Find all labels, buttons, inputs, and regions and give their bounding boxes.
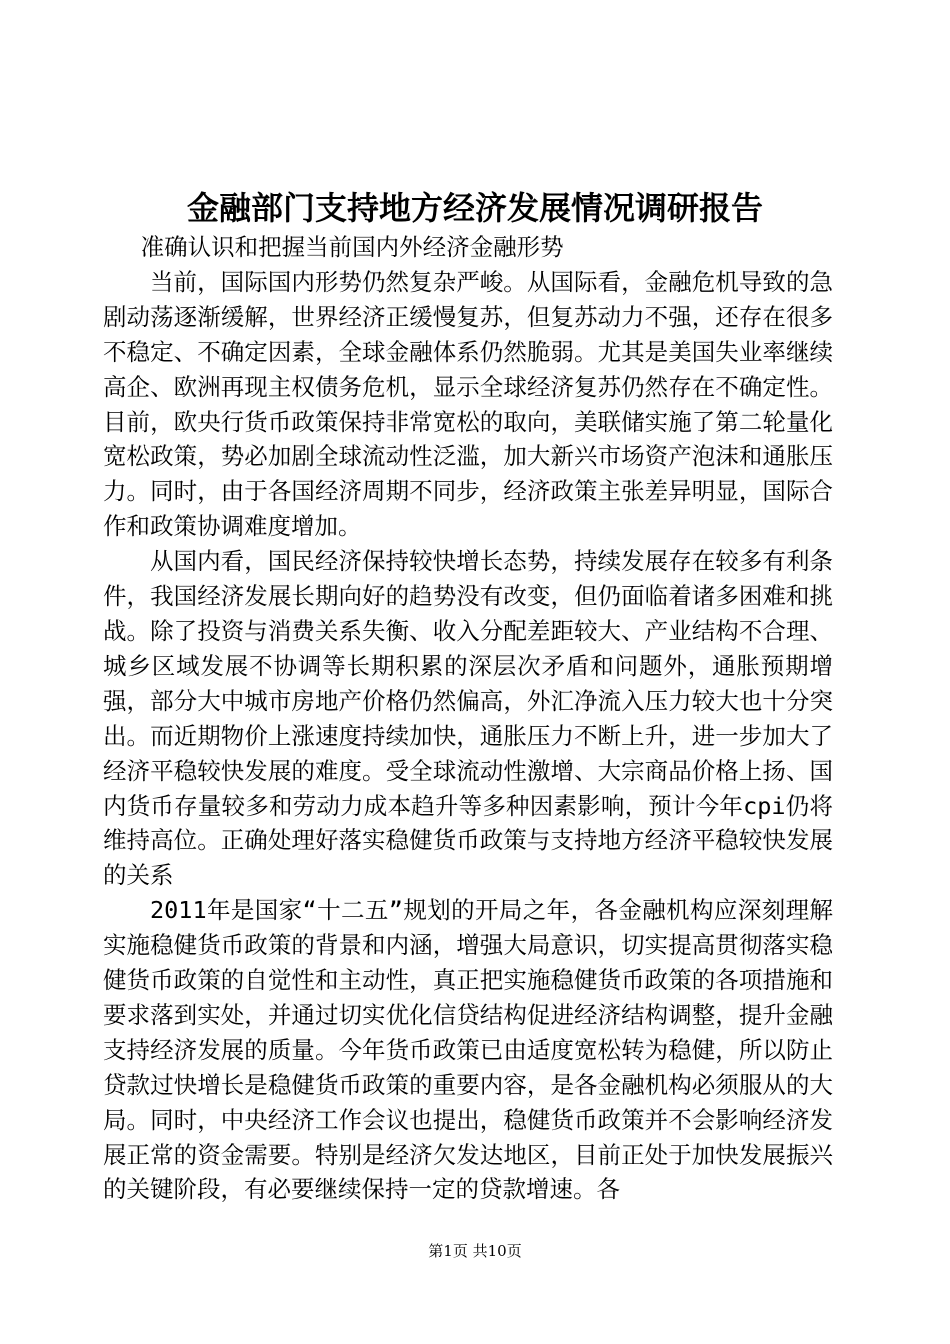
paragraph: 2011年是国家“十二五”规划的开局之年，各金融机构应深刻理解实施稳健货币政策的背景和内涵，增强大局意识，切实提高贯彻落实稳健货币政策的自觉性和主动性，真正把实施稳健货币政策的各项措施和要求落到实处，并通过切实优化信贷结构促进经济结构调整，提升金融支持经济发展的质量。今年货币政策已由适度宽松转为稳健，所以防止贷款过快增长是稳健货币政策的重要内容，是各金融机构必须服从的大局。同时，中央经济工作会议也提出，稳健货币政策并不会影响经济发展正常的资金需要。特别是经济欠发达地区，目前正处于加快发展振兴的关键阶段，有必要继续保持一定的贷款增速。各 [103, 896, 833, 1204]
document-body [103, 230, 833, 1207]
document-title: 金融部门支持地方经济发展情况调研报告 [186, 189, 763, 227]
page-footer: 第1页 共10页 [428, 1242, 522, 1260]
paragraph: 从国内看，国民经济保持较快增长态势，持续发展存在较多有利条件，我国经济发展长期向好的趋势没有改变，但仍面临着诸多困难和挑战。除了投资与消费关系失衡、收入分配差距较大、产业结构不合理、城乡区域发展不协调等长期积累的深层次矛盾和问题外，通胀预期增强，部分大中城市房地产价格仍然偏高，外汇净流入压力较大也十分突出。而近期物价上涨速度持续加快，通胀压力不断上升，进一步加大了经济平稳较快发展的难度。受全球流动性激增、大宗商品价格上扬、国内货币存量较多和劳动力成本趋升等多种因素影响，预计今年cpi仍将维持高位。正确处理好落实稳健货币政策与支持地方经济平稳较快发展的关系 [103, 547, 833, 890]
paragraph: 当前，国际国内形势仍然复杂严峻。从国际看，金融危机导致的急剧动荡逐渐缓解，世界经济正缓慢复苏，但复苏动力不强，还存在很多不稳定、不确定因素，全球金融体系仍然脆弱。尤其是美国失业率继续高企、欧洲再现主权债务危机，显示全球经济复苏仍然存在不确定性。目前，欧央行货币政策保持非常宽松的取向，美联储实施了第二轮量化宽松政策，势必加剧全球流动性泛滥，加大新兴市场资产泡沫和通胀压力。同时，由于各国经济周期不同步，经济政策主张差异明显，国际合作和政策协调难度增加。 [103, 267, 833, 541]
section-heading: 准确认识和把握当前国内外经济金融形势 [140, 233, 564, 261]
